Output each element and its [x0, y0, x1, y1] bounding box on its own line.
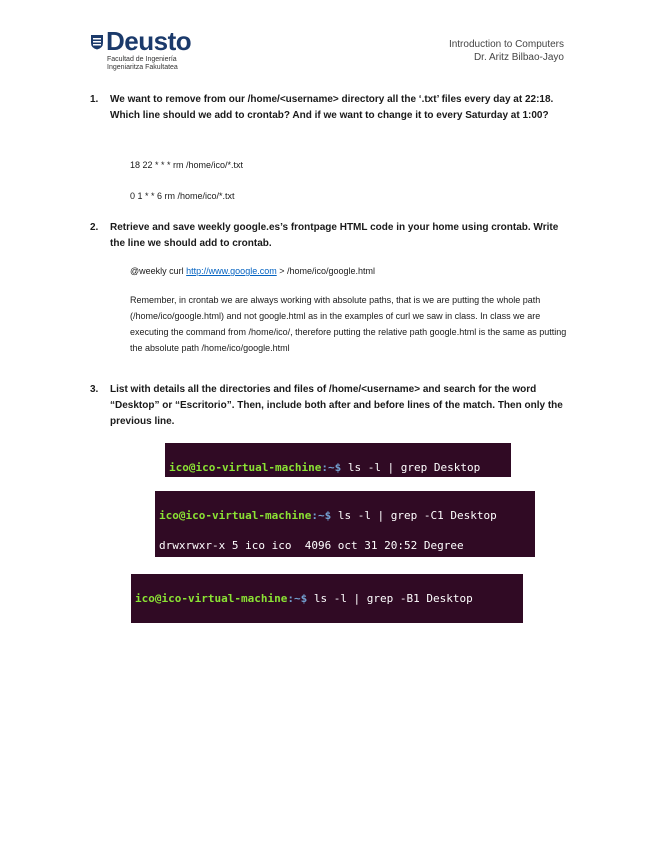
logo-subtitle-1: Facultad de Ingeniería	[107, 56, 177, 63]
terminal-user: ico@ico-virtual-machine	[135, 592, 288, 605]
terminal-path: :~$	[321, 461, 342, 474]
terminal-user: ico@ico-virtual-machine	[159, 509, 312, 522]
answer-prefix: @weekly curl	[130, 266, 187, 276]
terminal-command: ls -l | grep -B1 Desktop	[307, 592, 473, 605]
answer-suffix: > /home/ico/google.html	[276, 266, 376, 276]
terminal-user: ico@ico-virtual-machine	[169, 461, 322, 474]
logo-name: Deusto	[106, 26, 192, 56]
terminal-path: :~$	[311, 509, 332, 522]
question-text: Retrieve and save weekly google.es’s frontpage HTML code in your home using crontab. Write the line we should add to crontab.	[110, 222, 559, 249]
answer-2	[130, 263, 570, 279]
question-text: We want to remove from our /home/<username> directory all the ‘.txt’ files every day at 22:18. Which line should we add to crontab? And if we want to change it to every Saturday at 1:00?	[110, 94, 554, 121]
google-link[interactable]: http://www.google.com	[186, 266, 277, 276]
terminal-path: :~$	[287, 592, 308, 605]
question-2	[90, 220, 572, 252]
question-number: 3.	[90, 384, 99, 395]
course-title: Introduction to Computers	[448, 39, 564, 50]
question-text: List with details all the directories and files of /home/<username> and search for the word “Desktop” or “Escritorio”. Then, include both after and before lines of the match. Then only the previous line.	[110, 384, 563, 427]
answer-1b: 0 1 * * 6 rm /home/ico/*.txt	[130, 191, 235, 201]
question-number: 1.	[90, 94, 99, 105]
header-info	[449, 38, 564, 64]
terminal-command: ls -l | grep Desktop	[341, 461, 481, 474]
terminal-command: ls -l | grep -C1 Desktop	[331, 509, 497, 522]
terminal-prompt-line	[169, 460, 507, 475]
question-1	[90, 92, 572, 124]
terminal-screenshot-3	[131, 574, 523, 623]
question-number: 2.	[90, 222, 99, 233]
terminal-output-line: drwxrwxr-x 5 ico ico 4096 oct 31 20:52 Degree	[159, 539, 464, 552]
terminal-prompt-line	[159, 508, 531, 523]
shield-icon	[90, 34, 104, 50]
terminal-screenshot-1	[165, 443, 511, 477]
question-3	[90, 382, 572, 430]
logo-subtitle-2: Ingeniaritza Fakultatea	[107, 64, 178, 71]
author-name: Dr. Aritz Bilbao-Jayo	[473, 52, 564, 63]
terminal-output-line	[135, 621, 519, 623]
terminal-prompt-line	[135, 591, 519, 606]
answer-1a: 18 22 * * * rm /home/ico/*.txt	[130, 160, 244, 170]
terminal-screenshot-2	[155, 491, 535, 557]
explanation-2: Remember, in crontab we are always working with absolute paths, that is we are putting the whole path (/home/ico/google.html) and not google.html as in the examples of curl we saw in class. In class we are executing the command from /home/ico/, therefore putting the relative path google.html is the same as putting the absolute path /home/ico/google.html	[130, 295, 567, 353]
